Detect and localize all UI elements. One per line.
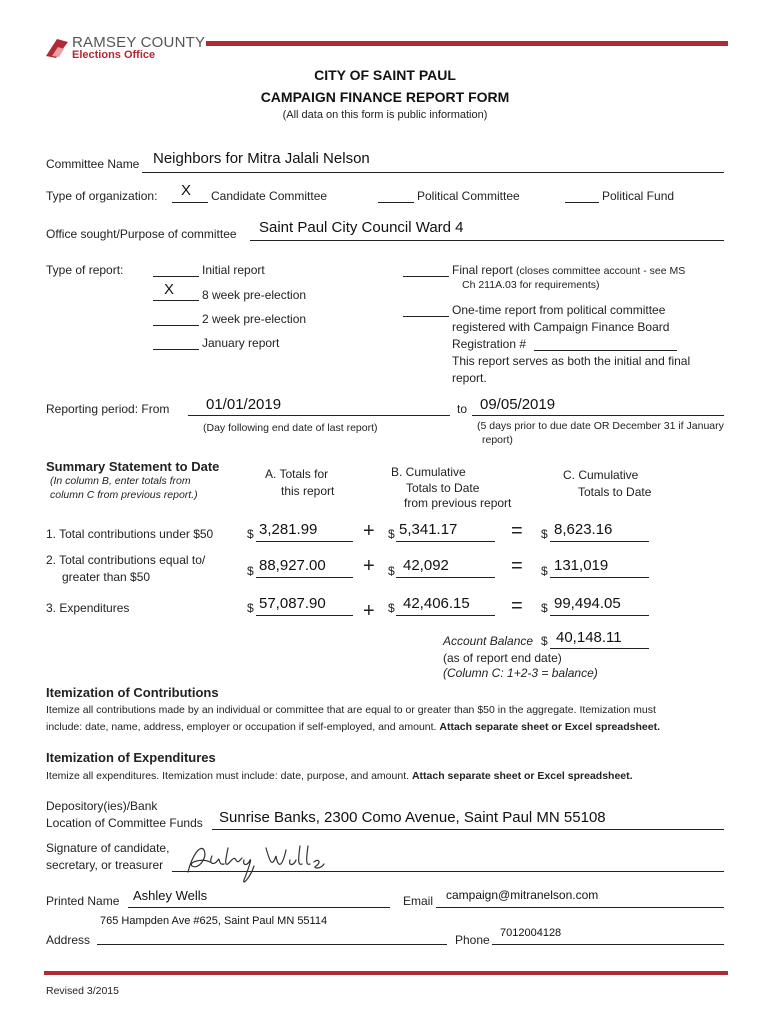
row1-label: 1. Total contributions under $50 <box>46 527 214 541</box>
summary-note: (In column B, enter totals from <box>50 475 191 487</box>
committee-name-label: Committee Name <box>46 157 140 171</box>
itemization-contributions-text-end: include: date, name, address, employer or occupation if self-employed, and amount. Attach separate sheet or Excel spreadsheet. <box>46 721 660 733</box>
political-committee-line[interactable] <box>378 202 414 203</box>
political-fund-line[interactable] <box>565 202 599 203</box>
onetime-report-line[interactable] <box>403 316 449 317</box>
revision-date: Revised 3/2015 <box>46 985 119 997</box>
account-balance-label: Account Balance <box>443 634 534 648</box>
printed-name-field[interactable]: Ashley Wells <box>133 888 208 903</box>
week2-report-line[interactable] <box>153 325 199 326</box>
itemization-contributions-heading: Itemization of Contributions <box>46 685 219 700</box>
row2-label-sub: greater than $50 <box>62 570 151 584</box>
ramsey-county-logo <box>44 34 209 64</box>
row3-a-field[interactable]: 57,087.90 <box>259 595 326 612</box>
col-a-header: A. Totals for <box>265 467 329 481</box>
account-balance-note: (as of report end date) <box>443 651 562 665</box>
committee-name-field[interactable]: Neighbors for Mitra Jalali Nelson <box>153 150 370 167</box>
period-to-note-end: report) <box>482 434 513 446</box>
address-line <box>97 944 447 945</box>
ramsey-county-logo-mark-icon <box>44 36 70 60</box>
row2-a-dollar: $ <box>247 564 254 578</box>
signature-label-sub: secretary, or treasurer <box>46 858 164 872</box>
row3-c-line <box>550 615 649 616</box>
col-b-header-sub2: from previous report <box>404 496 512 510</box>
summary-note-end: column C from previous report.) <box>50 489 198 501</box>
form-title: CAMPAIGN FINANCE REPORT FORM <box>260 89 510 105</box>
depository-label-sub: Location of Committee Funds <box>46 816 203 830</box>
period-to-note: (5 days prior to due date OR December 31 if January <box>477 420 724 432</box>
committee-name-line <box>142 172 724 173</box>
period-to-field[interactable]: 09/05/2019 <box>480 396 556 413</box>
account-balance-formula: (Column C: 1+2-3 = balance) <box>443 666 598 680</box>
header-rule <box>206 41 728 46</box>
row2-label: 2. Total contributions equal to/ <box>46 553 206 567</box>
row3-a-line <box>256 615 353 616</box>
address-field[interactable]: 765 Hampden Ave #625, Saint Paul MN 55114 <box>100 915 328 927</box>
january-report-label: January report <box>202 336 280 350</box>
row1-b-field[interactable]: 5,341.17 <box>399 521 458 538</box>
period-to-line <box>472 415 724 416</box>
row2-a-line <box>256 577 353 578</box>
row1-c-line <box>550 541 649 542</box>
summary-heading: Summary Statement to Date <box>46 459 220 474</box>
email-label: Email <box>403 894 434 908</box>
email-field[interactable]: campaign@mitranelson.com <box>446 888 599 902</box>
email-line <box>436 907 724 908</box>
row2-c-line <box>550 577 649 578</box>
week8-report-label: 8 week pre-election <box>202 288 307 302</box>
row1-b-dollar: $ <box>388 527 395 541</box>
onetime-report-text: registered with Campaign Finance Board <box>452 320 670 334</box>
phone-label: Phone <box>455 933 490 947</box>
row1-plus: + <box>363 520 375 542</box>
onetime-report-note: This report serves as both the initial and final <box>452 354 691 368</box>
col-a-header-sub: this report <box>281 484 335 498</box>
candidate-committee-line <box>172 202 208 203</box>
final-report-note: Ch 211A.03 for requirements) <box>462 279 600 291</box>
office-sought-line <box>250 240 724 241</box>
week8-report-line <box>153 300 199 301</box>
row3-b-line <box>396 615 495 616</box>
candidate-committee-check[interactable]: X <box>181 182 192 199</box>
row3-a-dollar: $ <box>247 601 254 615</box>
col-c-header-sub: Totals to Date <box>578 485 652 499</box>
office-sought-field[interactable]: Saint Paul City Council Ward 4 <box>259 219 464 236</box>
itemization-contributions-text: Itemize all contributions made by an individual or committee that are equal to or greater than $50 in the aggregate. Itemization must <box>46 704 656 716</box>
political-fund-label: Political Fund <box>602 189 675 203</box>
org-name: RAMSEY COUNTY <box>72 34 206 51</box>
row1-a-line <box>256 541 353 542</box>
depository-line <box>212 829 724 830</box>
row3-label: 3. Expenditures <box>46 601 130 615</box>
registration-label: Registration # <box>452 337 527 351</box>
account-balance-field[interactable]: 40,148.11 <box>556 629 622 646</box>
form-title-city: CITY OF SAINT PAUL <box>314 67 456 83</box>
phone-line <box>492 944 724 945</box>
signature-image[interactable] <box>178 836 358 888</box>
period-from-line <box>188 415 450 416</box>
row2-c-field[interactable]: 131,019 <box>554 557 609 574</box>
printed-name-label: Printed Name <box>46 894 120 908</box>
period-from-note: (Day following end date of last report) <box>203 422 378 434</box>
row3-c-dollar: $ <box>541 601 548 615</box>
printed-name-line <box>128 907 390 908</box>
col-b-header: B. Cumulative <box>391 465 466 479</box>
final-report-label: Final report (closes committee account - see MS <box>452 263 686 277</box>
reporting-period-label: Reporting period: From <box>46 402 170 416</box>
form-subtitle: (All data on this form is public information) <box>282 109 488 121</box>
row2-c-dollar: $ <box>541 564 548 578</box>
account-balance-dollar: $ <box>541 634 548 648</box>
week2-report-label: 2 week pre-election <box>202 312 307 326</box>
col-b-header-sub: Totals to Date <box>406 481 480 495</box>
row2-a-field[interactable]: 88,927.00 <box>259 557 326 574</box>
week8-report-check[interactable]: X <box>164 281 175 298</box>
account-balance-line <box>550 648 649 649</box>
period-to-label: to <box>457 402 468 416</box>
org-subname: Elections Office <box>72 49 156 61</box>
initial-report-label: Initial report <box>202 263 265 277</box>
onetime-report-note-end: report. <box>452 371 487 385</box>
final-report-line[interactable] <box>403 276 449 277</box>
col-c-header: C. Cumulative <box>563 468 639 482</box>
report-type-label: Type of report: <box>46 263 124 277</box>
row1-a-field[interactable]: 3,281.99 <box>259 521 318 538</box>
address-label: Address <box>46 933 91 947</box>
row3-b-dollar: $ <box>388 601 395 615</box>
row1-c-dollar: $ <box>541 527 548 541</box>
row2-equals: = <box>511 555 523 577</box>
row2-plus: + <box>363 555 375 577</box>
org-type-label: Type of organization: <box>46 189 158 203</box>
candidate-committee-label: Candidate Committee <box>211 189 328 203</box>
depository-label: Depository(ies)/Bank <box>46 799 158 813</box>
row1-c-field[interactable]: 8,623.16 <box>554 521 613 538</box>
january-report-line[interactable] <box>153 349 199 350</box>
row1-b-line <box>396 541 495 542</box>
row3-c-field[interactable]: 99,494.05 <box>554 595 621 612</box>
signature-label: Signature of candidate, <box>46 841 170 855</box>
row3-plus: + <box>363 600 375 622</box>
itemization-expenditures-heading: Itemization of Expenditures <box>46 750 216 765</box>
itemization-expenditures-text: Itemize all expenditures. Itemization must include: date, purpose, and amount. Attach separate sheet or Excel spreadsheet. <box>46 770 633 782</box>
row3-b-field[interactable]: 42,406.15 <box>403 595 470 612</box>
period-from-field[interactable]: 01/01/2019 <box>206 396 282 413</box>
row1-a-dollar: $ <box>247 527 254 541</box>
office-sought-label: Office sought/Purpose of committee <box>46 227 237 241</box>
political-committee-label: Political Committee <box>417 189 520 203</box>
initial-report-line[interactable] <box>153 276 199 277</box>
phone-field[interactable]: 7012004128 <box>500 927 562 939</box>
row3-equals: = <box>511 595 523 617</box>
registration-field[interactable] <box>534 350 677 351</box>
footer-rule <box>44 971 728 975</box>
row2-b-field[interactable]: 42,092 <box>403 557 449 574</box>
row1-equals: = <box>511 520 523 542</box>
depository-field[interactable]: Sunrise Banks, 2300 Como Avenue, Saint Paul MN 55108 <box>219 809 606 826</box>
onetime-report-label: One-time report from political committee <box>452 303 666 317</box>
row2-b-line <box>396 577 495 578</box>
row2-b-dollar: $ <box>388 564 395 578</box>
